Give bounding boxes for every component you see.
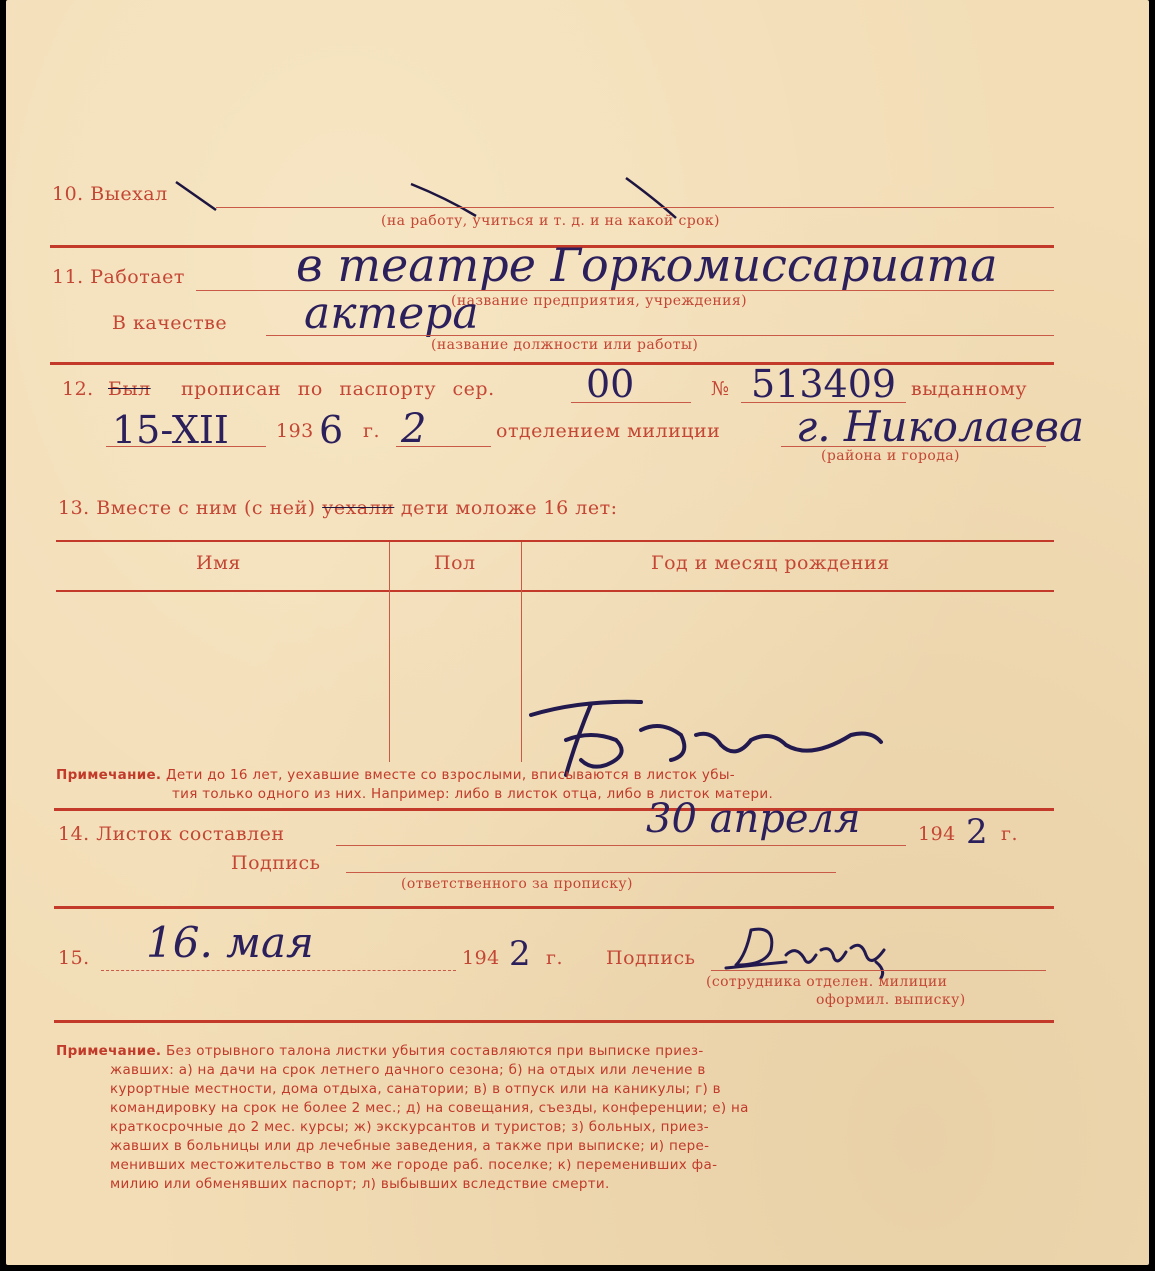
note-1: [56, 766, 1056, 785]
department-line: [396, 446, 491, 447]
year-suffix: г.: [363, 420, 380, 442]
field-13-label: [58, 497, 617, 519]
field-14-sign-hint: (ответственного за прописку): [401, 876, 633, 892]
field-12-label-prefix: 12.: [62, 378, 94, 400]
divider: [54, 906, 1054, 909]
field-15-date-line: [101, 970, 456, 971]
note-2-line-7: менивших местожительство в том же городе раб. поселке; к) переменивших фа-: [110, 1157, 718, 1173]
passport-number-value: 513409: [751, 362, 897, 406]
field-15-sign-hint-2: оформил. выписку): [816, 992, 966, 1008]
field-10-line: [216, 207, 1054, 208]
note-2-title: Примечание.: [56, 1043, 162, 1059]
issue-date-value: 15-XII: [112, 408, 229, 452]
field-11-label: 11. Работает: [52, 266, 185, 288]
field-14-label: 14. Листок составлен: [58, 823, 285, 845]
divider: [50, 362, 1054, 365]
column-name-header: Имя: [196, 552, 241, 574]
field-11-role-label: В качестве: [112, 312, 228, 334]
field-15-date-value: 16. мая: [146, 918, 314, 967]
field-12-label: прописан по паспорту сер.: [181, 378, 495, 400]
field-15-year-suffix: г.: [546, 947, 563, 969]
series-line: [571, 402, 691, 403]
field-15-sign-label: Подпись: [606, 947, 696, 969]
department-number-value: 2: [401, 406, 427, 452]
field-10-label: 10. Выехал: [52, 183, 168, 205]
city-value: г. Николаева: [796, 402, 1085, 451]
field-11-role-value: актера: [304, 288, 479, 339]
field-14-year-prefix: 194: [918, 823, 956, 845]
field-11-hint: (название предприятия, учреждения): [451, 293, 747, 309]
note-2-line-1-text: Без отрывного талона листки убытия составляются при выписке приез-: [165, 1043, 704, 1059]
field-10-hint: (на работу, учиться и т. д. и на какой срок): [381, 213, 720, 229]
table-column-divider: [389, 542, 390, 762]
field-11-role-line: [266, 335, 1054, 336]
divider: [54, 1020, 1054, 1023]
field-15-sign-line: [711, 970, 1046, 971]
registration-form-sheet: [6, 0, 1149, 1265]
year-prefix: 193: [276, 420, 314, 442]
department-label: отделением милиции: [496, 420, 721, 442]
field-15-label: 15.: [58, 947, 90, 969]
field-14-sign-line: [346, 872, 836, 873]
field-13-label-part-a: 13. Вместе с ним (с ней): [58, 497, 316, 519]
field-15-sign-hint-1: (сотрудника отделен. милиции: [706, 974, 948, 990]
field-14-line: [336, 845, 906, 846]
divider: [54, 808, 1054, 811]
field-11-role-hint: (название должности или работы): [431, 337, 699, 353]
field-11-workplace-value: в театре Горкомиссариата: [296, 238, 998, 292]
passport-series-value: 00: [586, 362, 635, 406]
city-hint: (района и города): [821, 448, 960, 464]
table-top-border: [56, 540, 1054, 542]
field-14-date-value: 30 апреля: [646, 796, 861, 842]
field-13-label-part-b: дети моложе 16 лет:: [400, 497, 618, 519]
table-header-border: [56, 590, 1054, 592]
field-14-year-suffix: г.: [1001, 823, 1018, 845]
note-2-line-8: милию или обменявших паспорт; л) выбывших вследствие смерти.: [110, 1176, 610, 1192]
issued-label: выданному: [911, 378, 1028, 400]
note-2-line-6: жавших в больницы или др лечебные заведения, а также при выписке; и) пере-: [110, 1138, 710, 1154]
issue-date-line: [106, 446, 266, 447]
number-label: №: [711, 378, 730, 400]
note-2-line-4: командировку на срок не более 2 мес.; д) на совещания, съезды, конференции; е) на: [110, 1100, 749, 1116]
field-12-struck-word: Был: [108, 378, 151, 400]
field-15-year-prefix: 194: [462, 947, 500, 969]
city-line: [781, 446, 1046, 447]
field-14-year-digit: 2: [966, 812, 988, 852]
note-2-line-3: курортные местности, дома отдыха, санатории; в) в отпуск или на каникулы; г) в: [110, 1081, 721, 1097]
note-2-line-5: краткосрочные до 2 мес. курсы; ж) экскурсантов и туристов; з) больных, приез-: [110, 1119, 709, 1135]
year-digit-value: 6: [319, 408, 344, 452]
note-2-line-2: жавших: а) на дачи на срок летнего дачного сезона; б) на отдых или лечение в: [110, 1062, 706, 1078]
note-2-line-1: [56, 1042, 1056, 1061]
field-13-struck-word: уехали: [322, 497, 395, 519]
note-1-line-2: тия только одного из них. Например: либо в листок отца, либо в листок матери.: [172, 786, 774, 802]
note-1-line-1: Дети до 16 лет, уехавшие вместе со взрослыми, вписываются в листок убы-: [165, 767, 735, 783]
column-sex-header: Пол: [434, 552, 476, 574]
note-1-title: Примечание.: [56, 767, 162, 783]
column-birth-header: Год и месяц рождения: [651, 552, 890, 574]
field-15-year-digit: 2: [509, 934, 531, 974]
field-14-sign-label: Подпись: [231, 852, 321, 874]
